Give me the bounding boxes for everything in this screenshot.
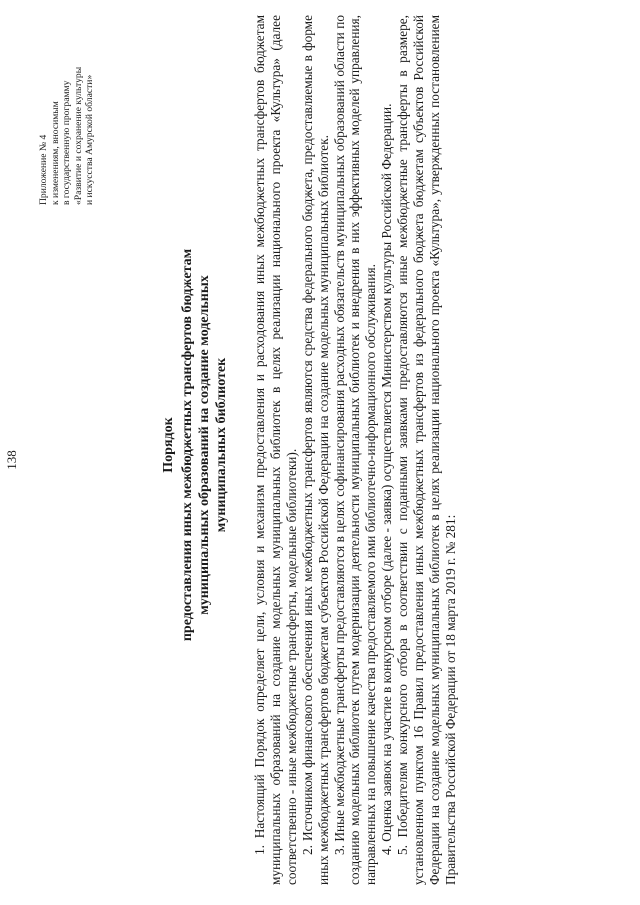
paragraph-1: 1. Настоящий Порядок определяет цели, условия и механизм предоставления и расходования иных межбюджетных трансфертов бюджетам муниципальных образований на создание модельных муниципальных библиотек в целях реализации национального проекта «Культура» (далее соответственно - иные межбюджетные трансферты, модельные библиотеки).: [252, 15, 299, 885]
document-body: [252, 15, 459, 885]
document-title: [160, 185, 230, 705]
paragraph-2: 2. Источником финансового обеспечения иных межбюджетных трансфертов являются средства федерального бюджета, предоставляемые в форме иных межбюджетных трансфертов бюджетам субъектов Российской Федерации на создание модельных муниципальных библиотек.: [299, 15, 331, 885]
appendix-line: и искусства Амурской области»: [84, 74, 95, 205]
paragraph-4: 4. Оценка заявок на участие в конкурсном отборе (далее - заявка) осуществляется Министерством культуры Российской Федерации.: [379, 103, 395, 855]
appendix-line: Приложение № 4: [38, 134, 49, 205]
appendix-line: «Развитие и сохранение культуры: [72, 66, 84, 205]
appendix-note: [38, 5, 96, 205]
title-subtitle-line: муниципальных образований на создание модельных: [197, 275, 212, 615]
paragraph-5: 5. Победителям конкурсного отбора в соответствии с поданными заявками предоставляются иные межбюджетные трансферты в размере, установленном пунктом 16 Правил предоставления иных межбюджетных трансфертов из федерального бюджета бюджетам субъектов Российской Федерации на создание модельных муниципальных библиотек в целях реализации национального проекта «Культура», утвержденных постановлением Правительства Российской Федерации от 18 марта 2019 г. № 281:: [395, 15, 458, 885]
appendix-line: в государственную программу: [61, 80, 72, 205]
page-number: 138: [4, 450, 19, 470]
appendix-line: к изменениям, вносимым: [49, 101, 61, 205]
title-subtitle-line: предоставления иных межбюджетных трансфертов бюджетам: [180, 248, 195, 642]
title-subtitle-line: муниципальных библиотек: [214, 357, 229, 533]
title-heading: Порядок: [161, 417, 176, 473]
paragraph-3: 3. Иные межбюджетные трансферты предоставляются в целях софинансирования расходных обязательств муниципальных образований области по созданию модельных библиотек путем модернизации деятельности муниципальных библиотек и внедрения в них эффективных моделей управления, направленных на повышение качества предоставляемого ими библиотечно-информационного обслуживания.: [331, 15, 379, 885]
